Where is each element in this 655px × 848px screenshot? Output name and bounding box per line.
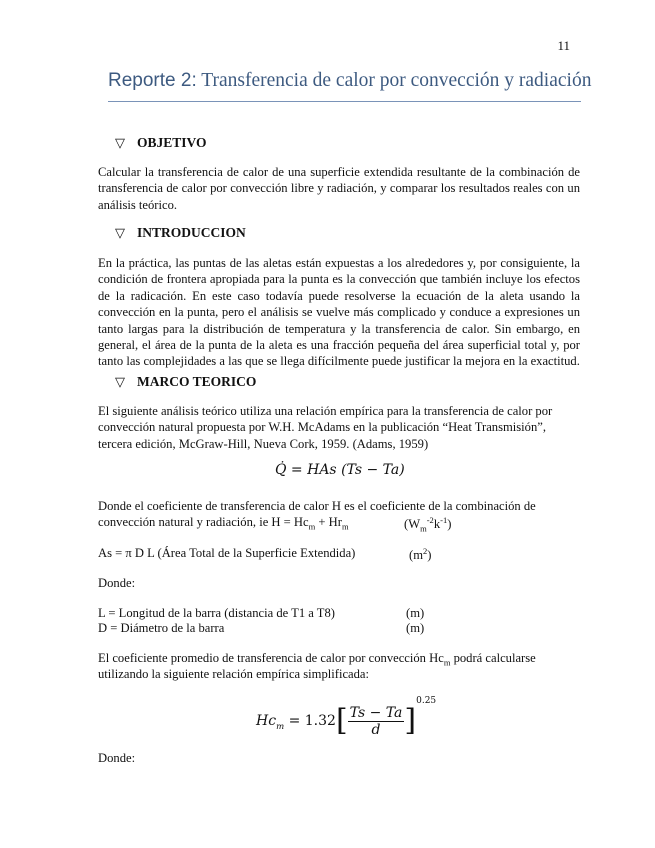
eq2-exponent: 0.25 bbox=[416, 696, 437, 706]
heading-introduccion bbox=[115, 225, 246, 241]
l-definition: L = Longitud de la barra (distancia de T1 a T8) bbox=[98, 606, 335, 620]
report-title-main: Transferencia de calor por convección y radiación bbox=[201, 70, 592, 91]
right-bracket-icon: ] bbox=[404, 703, 417, 738]
report-title-prefix: Reporte 2: bbox=[108, 70, 197, 91]
as-definition: As = π D L (Área Total de la Superficie Extendida) bbox=[98, 546, 356, 560]
eq2-denominator: d bbox=[371, 721, 381, 738]
equation-heat-rate: Q̇ = HAs (Ts − Ta) bbox=[275, 462, 405, 478]
heading-objetivo-label: OBJETIVO bbox=[137, 135, 207, 150]
eq2-sub: m bbox=[276, 721, 285, 732]
triangle-bullet-icon: ▽ bbox=[115, 225, 125, 240]
as-units bbox=[409, 546, 431, 563]
title-underline bbox=[108, 101, 581, 102]
d-definition: D = Diámetro de la barra bbox=[98, 621, 225, 635]
eq2-fraction bbox=[348, 705, 405, 738]
heading-marco-teorico bbox=[115, 374, 256, 390]
h-sub-m: m bbox=[308, 521, 316, 532]
h-units bbox=[404, 515, 451, 534]
heading-introduccion-label: INTRODUCCION bbox=[137, 225, 246, 240]
marco-paragraph-3-line2: utilizando la siguiente relación empírica simplificada: bbox=[98, 667, 370, 681]
hc-paragraph-text-a: El coeficiente promedio de transferencia de calor por convección Hc bbox=[98, 651, 444, 665]
hc-paragraph-text-b: podrá calcularse bbox=[450, 651, 536, 665]
triangle-bullet-icon: ▽ bbox=[115, 135, 125, 150]
donde-label-1: Donde: bbox=[98, 576, 136, 590]
marco-paragraph-2-line2 bbox=[98, 515, 349, 532]
l-units: (m) bbox=[406, 606, 425, 620]
h-units-sub-m: m bbox=[420, 523, 427, 534]
heading-marco-label: MARCO TEORICO bbox=[137, 374, 257, 389]
h-units-sup2: -1 bbox=[440, 515, 448, 525]
h-units-w: (W bbox=[404, 517, 421, 532]
h-units-k: k bbox=[433, 517, 441, 532]
introduccion-paragraph: En la práctica, las puntas de las aletas están expuestas a los alrededores y, por consiguiente, la condición de frontera apropiada para la punta es la convección que también incluye los efectos de la radicación. En este caso todavía puede resolverse la ecuación de la aleta usando la convección en la punta, pero el análisis se vuelve más complicado y conduce a expresiones un tanto largas para la distribución de temperatura y la transferencia de calor. Sin embargo, en general, el área de la punta de la aleta es una fracción pequeña del área superficial total y, por tanto las complejidades a las que se llega difícilmente puede justificar la mejora en la exactitud. bbox=[98, 256, 580, 369]
hr-sub-m: m bbox=[341, 521, 349, 532]
marco-paragraph-1: El siguiente análisis teórico utiliza una relación empírica para la transferencia de calor por convección natural propuesta por W.H. McAdams en la publicación “Heat Transmisión”, tercera edición, McGraw-Hill, Nueva Cork, 1959. (Adams, 1959) bbox=[98, 404, 553, 451]
marco-paragraph-2-line1: Donde el coeficiente de transferencia de calor H es el coeficiente de la combinación de bbox=[98, 499, 536, 513]
objetivo-paragraph: Calcular la transferencia de calor de una superficie extendida resultante de la combinación de transferencia de calor por convección libre y radiación, y comparar los resultados reales con un análisis teórico. bbox=[98, 165, 580, 212]
h-plus-hr: + Hr bbox=[315, 515, 342, 529]
as-units-sup: 2 bbox=[423, 546, 428, 556]
page-number: 11 bbox=[557, 38, 570, 53]
hc-paragraph-sub: m bbox=[443, 657, 451, 668]
triangle-bullet-icon: ▽ bbox=[115, 374, 125, 389]
eq2-numerator: Ts − Ta bbox=[349, 704, 403, 721]
equation-hcm bbox=[256, 696, 436, 738]
eq2-lhs: Hc bbox=[256, 713, 277, 729]
as-units-close: ) bbox=[427, 548, 432, 563]
as-units-m: (m bbox=[409, 548, 423, 563]
eq2-coefficient: = 1.32 bbox=[284, 713, 336, 729]
h-units-close: ) bbox=[447, 517, 452, 532]
marco-paragraph-3-line1 bbox=[98, 651, 536, 668]
left-bracket-icon: [ bbox=[335, 703, 348, 738]
d-units: (m) bbox=[406, 621, 425, 635]
h-definition-text: convección natural y radiación, ie H = Hc bbox=[98, 515, 309, 529]
report-title bbox=[108, 70, 592, 92]
heading-objetivo bbox=[115, 135, 207, 151]
h-units-sup: -2 bbox=[426, 515, 434, 525]
donde-label-2: Donde: bbox=[98, 751, 136, 765]
